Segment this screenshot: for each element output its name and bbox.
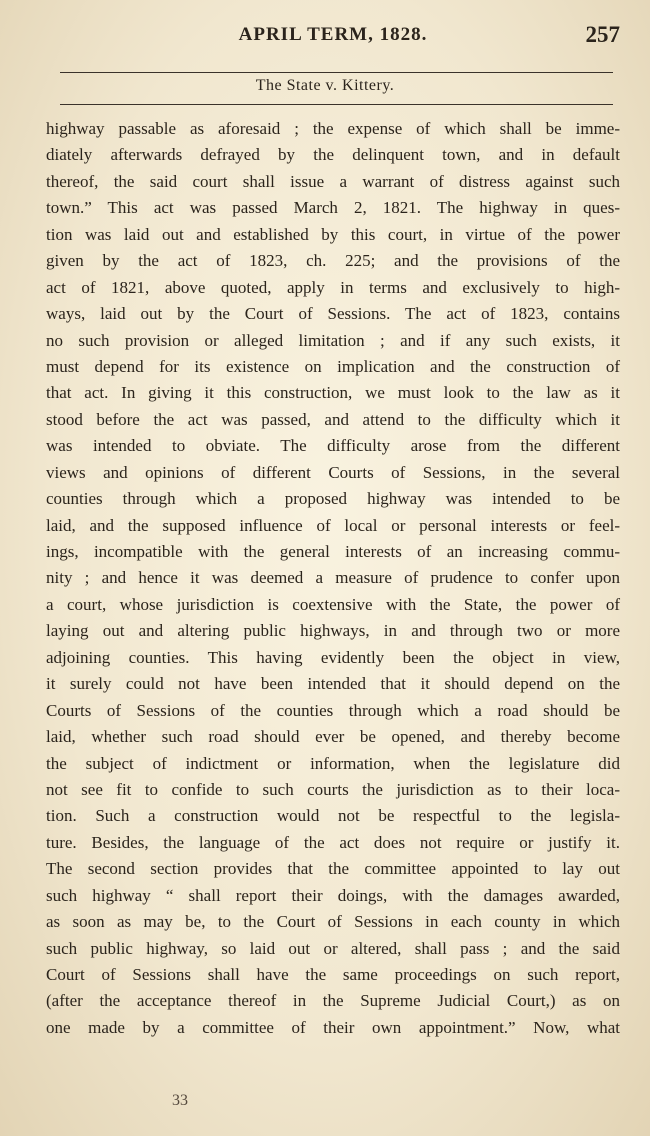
text-line: not see fit to confide to such courts the jurisdiction as to their loca-	[46, 779, 620, 799]
text-line: it surely could not have been intended that it should depend on the	[46, 674, 620, 694]
text-line: one made by a committee of their own appointment.” Now, what	[46, 1017, 620, 1037]
text-line: act of 1821, above quoted, apply in terms and exclusively to high-	[46, 277, 620, 297]
text-line: (after the acceptance thereof in the Supreme Judicial Court,) as on	[46, 991, 620, 1011]
running-title: APRIL TERM, 1828.	[238, 24, 428, 45]
text-line: thereof, the said court shall issue a warrant of distress against such	[46, 171, 620, 191]
text-line: laying out and altering public highways, in and through two or more	[46, 621, 620, 641]
text-line: such public highway, so laid out or altered, shall pass ; and the said	[46, 938, 620, 958]
text-line: nity ; and hence it was deemed a measure of prudence to confer upon	[46, 568, 620, 588]
case-caption: The State v. Kittery.	[255, 77, 395, 94]
text-line: given by the act of 1823, ch. 225; and the provisions of the	[46, 251, 620, 271]
text-line: highway passable as aforesaid ; the expense of which shall be imme-	[46, 119, 620, 138]
text-line: Court of Sessions shall have the same proceedings on such report,	[46, 965, 620, 984]
top-rule	[60, 72, 613, 73]
text-line: tion. Such a construction would not be respectful to the legisla-	[46, 806, 620, 826]
signature-mark: 33	[172, 1092, 188, 1109]
text-line: views and opinions of different Courts of Sessions, in the several	[46, 462, 620, 482]
text-line: counties through which a proposed highway was intended to be	[46, 489, 620, 509]
text-line: the subject of indictment or information, when the legislature did	[46, 753, 620, 773]
text-line: diately afterwards defrayed by the delinquent town, and in default	[46, 145, 620, 165]
text-line: such highway “ shall report their doings, with the damages awarded,	[46, 885, 620, 905]
body-text	[46, 116, 620, 1041]
text-line: town.” This act was passed March 2, 1821. The highway in ques-	[46, 198, 620, 218]
text-line: ture. Besides, the language of the act does not require or justify it.	[46, 832, 620, 852]
text-line: Courts of Sessions of the counties through which a road should be	[46, 700, 620, 720]
running-head	[46, 22, 620, 52]
text-line: The second section provides that the committee appointed to lay out	[46, 859, 620, 879]
text-line: adjoining counties. This having evidently been the object in view,	[46, 647, 620, 667]
text-line: tion was laid out and established by this court, in virtue of the power	[46, 224, 620, 244]
text-line: must depend for its existence on implication and the construction of	[46, 356, 620, 376]
page-number: 257	[585, 22, 620, 47]
text-line: ways, laid out by the Court of Sessions. The act of 1823, contains	[46, 304, 620, 324]
text-line: that act. In giving it this construction, we must look to the law as it	[46, 383, 620, 403]
bottom-rule	[60, 104, 613, 105]
text-line: a court, whose jurisdiction is coextensive with the State, the power of	[46, 594, 620, 614]
text-line: stood before the act was passed, and attend to the difficulty which it	[46, 409, 620, 429]
text-line: ings, incompatible with the general interests of an increasing commu-	[46, 542, 620, 561]
text-line: laid, whether such road should ever be opened, and thereby become	[46, 727, 620, 747]
text-line: as soon as may be, to the Court of Sessions in each county in which	[46, 912, 620, 932]
text-line: was intended to obviate. The difficulty arose from the different	[46, 436, 620, 456]
text-line: no such provision or alleged limitation ; and if any such exists, it	[46, 330, 620, 350]
text-line: laid, and the supposed influence of local or personal interests or feel-	[46, 515, 620, 535]
